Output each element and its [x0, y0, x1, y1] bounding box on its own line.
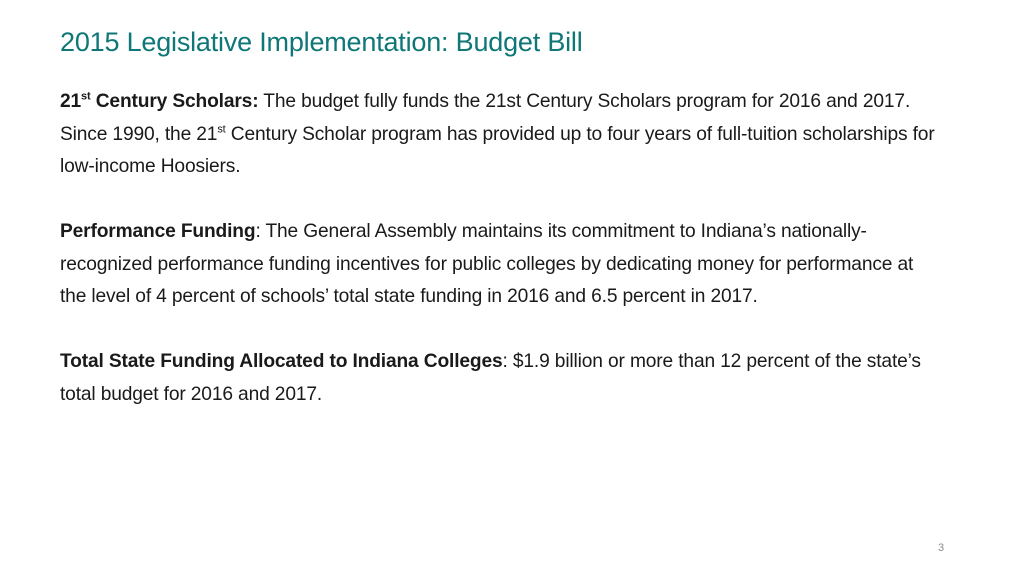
scholars-text-1: The budget fully funds the 21st Century Scholars program for 2016 and 2017. Since 1990, the 21 [60, 91, 911, 145]
page-number: 3 [938, 542, 945, 554]
slide-title: 2015 Legislative Implementation: Budget Bill [60, 27, 583, 57]
paragraph-gap [60, 184, 940, 217]
scholars-label-number: 21 [60, 91, 82, 112]
paragraph-scholars [60, 86, 940, 184]
paragraph-total-funding [60, 346, 940, 411]
scholars-text-superscript: st [217, 123, 226, 136]
scholars-label-superscript: st [81, 90, 91, 103]
total-funding-label: Total State Funding Allocated to Indiana Colleges [60, 351, 503, 372]
slide-body [60, 86, 940, 411]
paragraph-performance [60, 216, 940, 314]
performance-label: Performance Funding [60, 221, 256, 242]
scholars-label-text: Century Scholars: [90, 91, 259, 112]
paragraph-gap [60, 314, 940, 347]
scholars-label [60, 91, 258, 112]
total-funding-text: : $1.9 billion or more than 12 percent of the state’s total budget for 2016 and 2017. [60, 351, 921, 405]
scholars-text-2: Century Scholar program has provided up to four years of full-tuition scholarships for low-income Hoosiers. [60, 123, 935, 177]
performance-text: : The General Assembly maintains its commitment to Indiana’s nationally-recognized performance funding incentives for public colleges by dedicating money for performance at the level of 4 percent of schools’ total state funding in 2016 and 6.5 percent in 2017. [60, 221, 914, 307]
